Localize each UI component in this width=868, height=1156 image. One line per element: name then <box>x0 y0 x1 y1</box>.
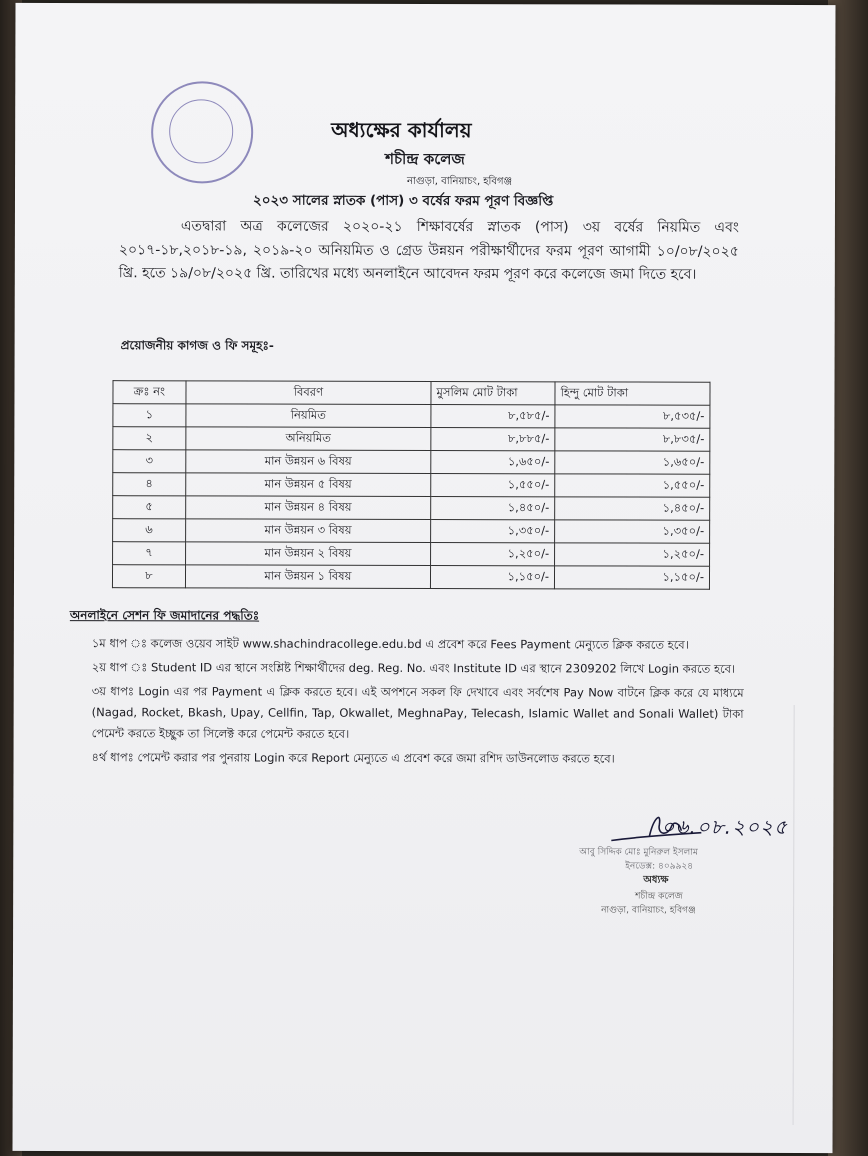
cell-serial: ২ <box>113 427 186 450</box>
header-hindu-total: হিন্দু মোট টাকা <box>555 382 710 405</box>
step-3: ৩য় ধাপঃ Login এর পর Payment এ ক্লিক করতে হবে। এই অপশনে সকল ফি দেখাবে এবং সর্বশেষ Pay Now বাটনে ক্লিক করে যে মাধ্যমে (Nagad, Rocket, Bkash, Upay, Cellfin, Tap, Okwallet, MeghnaPay, Telecash, Islamic Wallet and Sonali Wallet) টাকা পেমেন্ট করতে ইচ্ছুক তা সিলেক্ট করে পেমেন্ট করতে হবে। <box>91 684 744 741</box>
cell-hindu-total: ৮,৫৩৫/- <box>555 405 710 428</box>
cell-muslim-total: ১,২৫০/- <box>431 543 555 566</box>
cell-serial: ৩ <box>113 450 186 473</box>
requirements-heading: প্রয়োজনীয় কাগজ ও ফি সমূহঃ- <box>120 338 274 353</box>
online-payment-heading: অনলাইনে সেশন ফি জমাদানের পদ্ধতিঃ <box>69 608 260 623</box>
cell-serial: ৬ <box>113 519 186 542</box>
signature-block <box>573 800 813 921</box>
cell-muslim-total: ১,১৫০/- <box>430 566 554 589</box>
table-row <box>113 450 710 475</box>
cell-description: মান উন্নয়ন ৬ বিষয় <box>186 450 431 474</box>
cell-serial: ৮ <box>112 565 185 588</box>
cell-serial: ১ <box>113 404 186 427</box>
office-title: অধ্যক্ষের কার্যালয় <box>331 117 472 143</box>
college-address: নাগুড়া, বানিয়াচং, হবিগঞ্জ <box>407 175 513 188</box>
table-row <box>113 542 710 567</box>
step-1: ১ম ধাপ ঃ কলেজ ওয়েব সাইট www.shachindracollege.edu.bd এ প্রবেশ করে Fees Payment মেন্যুতে ক্লিক করতে হবে। <box>91 636 689 652</box>
cell-hindu-total: ১,১৫০/- <box>555 566 710 589</box>
cell-serial: ৪ <box>113 473 186 496</box>
table-row <box>113 519 710 544</box>
table-header-row <box>113 381 710 406</box>
signatory-index: ইনডেক্স: ৪০৯৯২৪ <box>625 861 694 872</box>
cell-hindu-total: ১,৪৫০/- <box>555 497 710 520</box>
table-row <box>113 473 710 498</box>
signatory-college: শচীন্দ্র কলেজ <box>635 891 683 902</box>
payment-steps <box>91 633 743 773</box>
college-seal-stamp <box>151 81 253 183</box>
step-4: ৪র্থ ধাপঃ পেমেন্ট করার পর পুনরায় Login করে Report মেন্যুতে এ প্রবেশ করে জমা রশিদ ডাউনলোড করতে হবে। <box>91 750 615 766</box>
table-row <box>112 565 709 590</box>
notice-paper <box>12 3 835 1153</box>
cell-description: মান উন্নয়ন ৪ বিষয় <box>185 496 430 520</box>
cell-description: অনিয়মিত <box>186 427 431 451</box>
cell-description: মান উন্নয়ন ৩ বিষয় <box>185 519 430 543</box>
notice-paragraph: এতদ্বারা অত্র কলেজের ২০২০-২১ শিক্ষাবর্ষের স্নাতক (পাস) ৩য় বর্ষের নিয়মিত এবং ২০১৭-১৮,২০১৮-১৯, ২০১৯-২০ অনিয়মিত ও গ্রেড উন্নয়ন পরীক্ষার্থীদের ফরম পূরণ আগামী ১০/০৮/২০২৫ খ্রি. হতে ১৯/০৮/২০২৫ খ্রি. তারিখের মধ্যে অনলাইনে আবেদন ফরম পূরণ করে কলেজে জমা দিতে হবে। <box>118 218 739 283</box>
cell-hindu-total: ১,৫৫০/- <box>555 474 710 497</box>
cell-serial: ৭ <box>113 542 186 565</box>
fee-table <box>112 380 711 590</box>
signatory-address: নাগুড়া, বানিয়াচং, হবিগঞ্জ <box>601 905 696 916</box>
seal-inner-ring <box>169 99 233 163</box>
header-serial: ক্রঃ নং <box>113 381 186 404</box>
table-row <box>113 427 710 452</box>
step-2: ২য় ধাপ ঃ Student ID এর স্থানে সংশ্লিষ্ট শিক্ষার্থীদের deg. Reg. No. এবং Institute ID এর স্থানে 2309202 লিখে Login করতে হবে। <box>91 660 736 676</box>
cell-description: মান উন্নয়ন ৫ বিষয় <box>186 473 431 497</box>
header-muslim-total: মুসলিম মোট টাকা <box>431 382 555 405</box>
notice-title: ২০২৩ সালের স্নাতক (পাস) ৩ বর্ষের ফরম পূরণ বিজ্ঞপ্তি <box>252 192 554 210</box>
signatory-name: আবু সিদ্দিক মোঃ মুনিরুল ইসলাম <box>579 847 698 858</box>
cell-muslim-total: ১,৬৫০/- <box>431 451 555 474</box>
cell-hindu-total: ১,২৫০/- <box>555 543 710 566</box>
cell-description: নিয়মিত <box>186 404 431 428</box>
cell-description: মান উন্নয়ন ২ বিষয় <box>185 542 430 566</box>
cell-muslim-total: ১,৫৫০/- <box>431 474 555 497</box>
cell-hindu-total: ১,৬৫০/- <box>555 451 710 474</box>
cell-hindu-total: ১,৩৫০/- <box>555 520 710 543</box>
signatory-post: অধ্যক্ষ <box>643 874 669 886</box>
cell-muslim-total: ৮,৫৮৫/- <box>431 405 555 428</box>
cell-muslim-total: ১,৪৫০/- <box>431 497 555 520</box>
table-row <box>113 404 710 429</box>
college-name: শচীন্দ্র কলেজ <box>385 149 465 169</box>
cell-hindu-total: ৮,৮৩৫/- <box>555 428 710 451</box>
cell-description: মান উন্নয়ন ১ বিষয় <box>185 565 430 589</box>
cell-serial: ৫ <box>113 496 186 519</box>
cell-muslim-total: ১,৩৫০/- <box>431 520 555 543</box>
signature-date: ০৬.০৮.২০২৫ <box>661 814 789 839</box>
header-description: বিবরণ <box>186 381 431 405</box>
table-row <box>113 496 710 521</box>
cell-muslim-total: ৮,৮৮৫/- <box>431 428 555 451</box>
